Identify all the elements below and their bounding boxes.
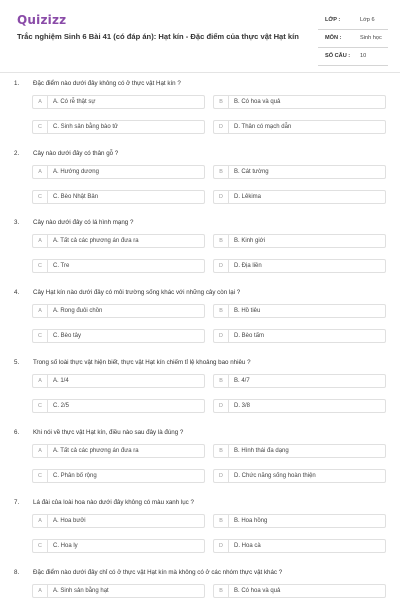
answer-option-a[interactable] bbox=[32, 514, 205, 528]
answer-option-a[interactable] bbox=[32, 374, 205, 388]
option-text: C. Sinh sản bằng bào tử bbox=[53, 124, 119, 130]
question-text: Trong số loài thực vật hiện biết, thực vật Hạt kín chiếm tỉ lệ khoảng bao nhiêu ? bbox=[33, 359, 251, 366]
option-letter: A bbox=[33, 96, 48, 108]
option-letter: C bbox=[33, 470, 48, 482]
answer-option-c[interactable] bbox=[32, 190, 205, 204]
answer-option-a[interactable] bbox=[32, 444, 205, 458]
option-letter: C bbox=[33, 121, 48, 133]
option-text: B. Hoa hồng bbox=[234, 518, 268, 524]
option-letter: D bbox=[214, 191, 229, 203]
answer-option-d[interactable] bbox=[213, 190, 386, 204]
answer-option-d[interactable] bbox=[213, 399, 386, 413]
option-letter: A bbox=[33, 445, 48, 457]
question-4 bbox=[0, 289, 400, 359]
option-letter: B bbox=[214, 375, 229, 387]
option-letter: A bbox=[33, 235, 48, 247]
option-text: A. Có rễ thật sự bbox=[53, 99, 96, 105]
option-letter: C bbox=[33, 260, 48, 272]
answer-option-c[interactable] bbox=[32, 469, 205, 483]
answer-option-b[interactable] bbox=[213, 165, 386, 179]
option-letter: D bbox=[214, 540, 229, 552]
option-text: A. Rong đuôi chồn bbox=[53, 308, 103, 314]
question-number: 6. bbox=[14, 429, 20, 436]
header-divider bbox=[0, 72, 400, 73]
option-letter: D bbox=[214, 260, 229, 272]
option-text: C. Hoa ly bbox=[53, 543, 78, 549]
answer-option-b[interactable] bbox=[213, 514, 386, 528]
option-text: C. Phân bố rộng bbox=[53, 473, 97, 479]
quizizz-logo: Quizizz bbox=[17, 13, 67, 27]
option-text: B. 4/7 bbox=[234, 378, 250, 384]
question-2 bbox=[0, 150, 400, 220]
option-text: A. Hướng dương bbox=[53, 169, 99, 175]
meta-value: Sinh học bbox=[360, 35, 382, 41]
option-letter: D bbox=[214, 121, 229, 133]
answer-option-b[interactable] bbox=[213, 584, 386, 598]
answer-option-b[interactable] bbox=[213, 374, 386, 388]
question-text: Đặc điểm nào dưới đây chỉ có ở thực vật Hạt kín mà không có ở các nhóm thực vật khác ? bbox=[33, 569, 283, 576]
question-number: 5. bbox=[14, 359, 20, 366]
option-letter: A bbox=[33, 515, 48, 527]
question-6 bbox=[0, 429, 400, 499]
option-text: D. Địa liền bbox=[234, 263, 262, 269]
option-text: D. Bèo tấm bbox=[234, 333, 265, 339]
option-letter: C bbox=[33, 540, 48, 552]
option-text: B. Kinh giới bbox=[234, 238, 265, 244]
answer-option-c[interactable] bbox=[32, 259, 205, 273]
option-text: D. Lêkima bbox=[234, 194, 262, 200]
worksheet-title: Trắc nghiệm Sinh 6 Bài 41 (có đáp án): Hạt kín - Đặc điểm của thực vật Hạt kín bbox=[17, 32, 299, 41]
worksheet-meta bbox=[318, 12, 388, 66]
meta-label: SỐ CÂU : bbox=[325, 53, 351, 59]
option-text: A. Tất cả các phương án đưa ra bbox=[53, 448, 139, 454]
option-letter: C bbox=[33, 191, 48, 203]
option-letter: B bbox=[214, 305, 229, 317]
meta-row-subject bbox=[318, 30, 388, 48]
worksheet-header bbox=[0, 0, 400, 76]
question-8 bbox=[0, 569, 400, 600]
meta-value: 10 bbox=[360, 53, 367, 59]
option-letter: B bbox=[214, 96, 229, 108]
option-text: A. 1/4 bbox=[53, 378, 69, 384]
option-letter: B bbox=[214, 515, 229, 527]
answer-option-b[interactable] bbox=[213, 304, 386, 318]
option-text: B. Có hoa và quả bbox=[234, 99, 281, 105]
question-text: Lá đài của loài hoa nào dưới đây không có màu xanh lục ? bbox=[33, 499, 194, 506]
answer-option-d[interactable] bbox=[213, 329, 386, 343]
option-letter: B bbox=[214, 445, 229, 457]
answer-option-b[interactable] bbox=[213, 234, 386, 248]
option-text: A. Hoa bưởi bbox=[53, 518, 86, 524]
option-text: B. Có hoa và quả bbox=[234, 588, 281, 594]
option-text: D. Hoa cà bbox=[234, 543, 261, 549]
option-letter: A bbox=[33, 375, 48, 387]
question-text: Đặc điểm nào dưới đây không có ở thực vật Hạt kín ? bbox=[33, 80, 181, 87]
option-letter: A bbox=[33, 585, 48, 597]
meta-row-count bbox=[318, 48, 388, 66]
answer-option-c[interactable] bbox=[32, 539, 205, 553]
question-text: Cây Hạt kín nào dưới đây có môi trường sống khác với những cây còn lại ? bbox=[33, 289, 241, 296]
question-3 bbox=[0, 219, 400, 289]
option-text: B. Hình thái đa dạng bbox=[234, 448, 289, 454]
question-number: 1. bbox=[14, 80, 20, 87]
option-text: A. Tất cả các phương án đưa ra bbox=[53, 238, 139, 244]
answer-option-c[interactable] bbox=[32, 329, 205, 343]
answer-option-a[interactable] bbox=[32, 304, 205, 318]
question-number: 8. bbox=[14, 569, 20, 576]
option-letter: B bbox=[214, 235, 229, 247]
option-text: D. Chức năng sống hoàn thiện bbox=[234, 473, 316, 479]
answer-option-a[interactable] bbox=[32, 165, 205, 179]
option-text: C. Bèo tây bbox=[53, 333, 82, 339]
question-text: Cây nào dưới đây có thân gỗ ? bbox=[33, 150, 119, 157]
answer-option-d[interactable] bbox=[213, 469, 386, 483]
question-number: 7. bbox=[14, 499, 20, 506]
option-text: A. Sinh sản bằng hạt bbox=[53, 588, 109, 594]
option-letter: B bbox=[214, 585, 229, 597]
meta-label: LỚP : bbox=[325, 17, 341, 23]
option-text: D. Thân có mạch dẫn bbox=[234, 124, 292, 130]
option-text: B. Hồ tiêu bbox=[234, 308, 261, 314]
answer-option-c[interactable] bbox=[32, 120, 205, 134]
answer-option-a[interactable] bbox=[32, 95, 205, 109]
option-text: C. Bèo Nhật Bản bbox=[53, 194, 99, 200]
meta-label: MÔN : bbox=[325, 35, 342, 41]
option-text: C. Tre bbox=[53, 263, 70, 269]
answer-option-c[interactable] bbox=[32, 399, 205, 413]
option-letter: B bbox=[214, 166, 229, 178]
question-7 bbox=[0, 499, 400, 569]
option-letter: D bbox=[214, 470, 229, 482]
option-letter: C bbox=[33, 330, 48, 342]
option-text: C. 2/5 bbox=[53, 403, 70, 409]
answer-option-b[interactable] bbox=[213, 444, 386, 458]
answer-option-a[interactable] bbox=[32, 234, 205, 248]
answer-option-d[interactable] bbox=[213, 259, 386, 273]
answer-option-b[interactable] bbox=[213, 95, 386, 109]
option-letter: A bbox=[33, 305, 48, 317]
answer-option-a[interactable] bbox=[32, 584, 205, 598]
option-letter: D bbox=[214, 330, 229, 342]
option-letter: C bbox=[33, 400, 48, 412]
question-number: 2. bbox=[14, 150, 20, 157]
meta-row-class bbox=[318, 12, 388, 30]
question-number: 4. bbox=[14, 289, 20, 296]
question-text: Cây nào dưới đây có lá hình mạng ? bbox=[33, 219, 134, 226]
option-letter: A bbox=[33, 166, 48, 178]
option-text: B. Cát tường bbox=[234, 169, 269, 175]
option-letter: D bbox=[214, 400, 229, 412]
question-number: 3. bbox=[14, 219, 20, 226]
meta-value: Lớp 6 bbox=[360, 17, 375, 23]
option-text: D. 3/8 bbox=[234, 403, 251, 409]
question-1 bbox=[0, 80, 400, 150]
answer-option-d[interactable] bbox=[213, 120, 386, 134]
answer-option-d[interactable] bbox=[213, 539, 386, 553]
question-text: Khi nói về thực vật Hạt kín, điều nào sau đây là đúng ? bbox=[33, 429, 184, 436]
question-5 bbox=[0, 359, 400, 429]
